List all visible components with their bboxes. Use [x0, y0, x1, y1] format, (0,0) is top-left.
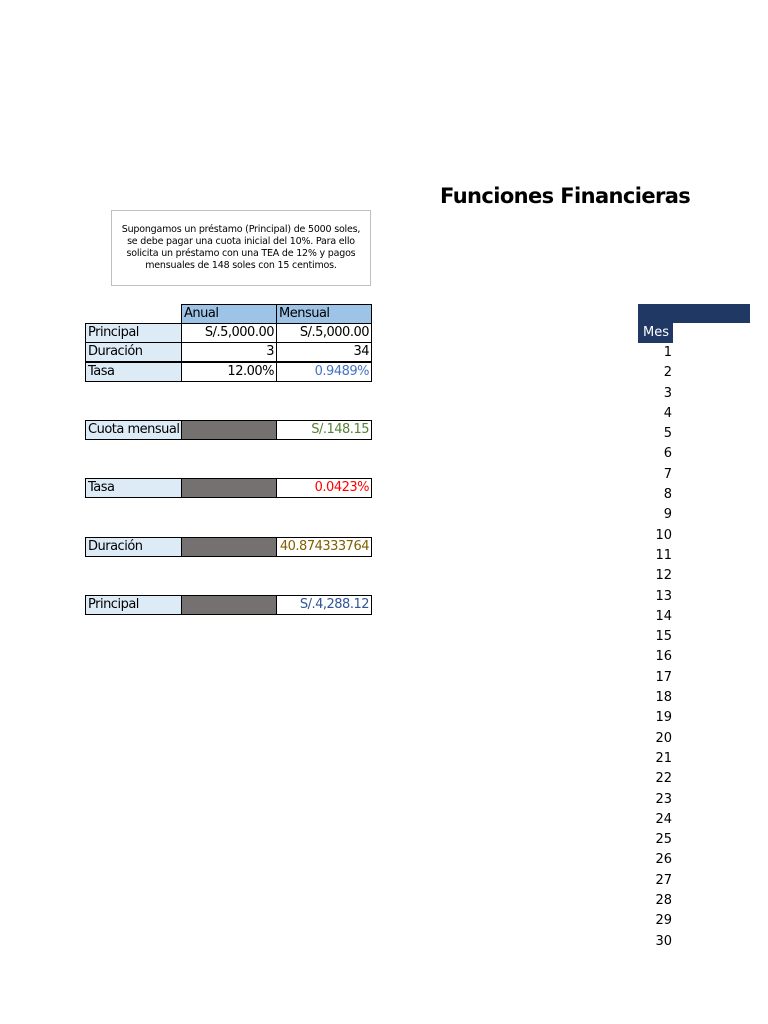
note-line: solicita un préstamo con una TEA de 12% y pagos [126, 248, 356, 259]
month-cell[interactable]: 19 [655, 710, 672, 726]
result-label-principal[interactable]: Principal [85, 595, 182, 615]
month-cell[interactable]: 12 [655, 568, 672, 584]
schedule-header-bar [638, 304, 750, 323]
month-cell[interactable]: 28 [655, 893, 672, 909]
month-cell[interactable]: 25 [655, 832, 672, 848]
note-line: se debe pagar una cuota inicial del 10%. Para ello [127, 236, 355, 247]
month-cell[interactable]: 13 [655, 588, 672, 604]
cell-duracion-mensual[interactable]: 34 [276, 342, 372, 362]
result-gray-cuota [181, 420, 277, 440]
month-cell[interactable]: 2 [663, 365, 672, 381]
month-cell[interactable]: 1 [663, 345, 672, 360]
month-cell[interactable]: 17 [655, 669, 672, 685]
result-label-duracion[interactable]: Duración [85, 537, 182, 557]
month-cell[interactable]: 15 [655, 629, 672, 645]
cell-duracion-anual[interactable]: 3 [181, 342, 277, 362]
row-label-principal[interactable]: Principal [85, 323, 182, 343]
month-cell[interactable]: 18 [655, 690, 672, 706]
header-mensual[interactable]: Mensual [276, 304, 372, 324]
month-cell[interactable]: 22 [655, 771, 672, 787]
result-value-tasa[interactable]: 0.0423% [276, 478, 372, 498]
month-cell[interactable]: 16 [655, 649, 672, 665]
month-cell[interactable]: 24 [655, 811, 672, 827]
note-line: mensuales de 148 soles con 15 centimos. [145, 260, 337, 271]
problem-note [111, 210, 371, 286]
month-cell[interactable]: 8 [663, 487, 672, 503]
month-cell[interactable]: 9 [663, 507, 672, 523]
header-anual[interactable]: Anual [181, 304, 277, 324]
result-value-cuota[interactable]: S/.148.15 [276, 420, 372, 440]
month-cell[interactable]: 21 [655, 750, 672, 766]
result-gray-duracion [181, 537, 277, 557]
month-cell[interactable]: 11 [655, 547, 672, 563]
month-cell[interactable]: 4 [663, 405, 672, 421]
month-cell[interactable]: 23 [655, 791, 672, 807]
month-cell[interactable]: 7 [663, 466, 672, 482]
result-gray-tasa [181, 478, 277, 498]
month-cell[interactable]: 10 [655, 527, 672, 543]
note-line: Supongamos un préstamo (Principal) de 5000 soles, [121, 224, 361, 235]
month-list [638, 343, 672, 952]
result-label-cuota[interactable]: Cuota mensual [85, 420, 182, 440]
month-cell[interactable]: 29 [655, 913, 672, 929]
cell-tasa-anual[interactable]: 12.00% [181, 362, 277, 382]
month-cell[interactable]: 6 [663, 446, 672, 462]
row-label-duracion[interactable]: Duración [85, 342, 182, 362]
page-title: Funciones Financieras [440, 184, 691, 208]
schedule-header-mes[interactable]: Mes [638, 323, 673, 343]
month-cell[interactable]: 30 [655, 933, 672, 949]
month-cell[interactable]: 14 [655, 608, 672, 624]
row-label-tasa[interactable]: Tasa [85, 362, 182, 382]
result-gray-principal [181, 595, 277, 615]
month-cell[interactable]: 20 [655, 730, 672, 746]
month-cell[interactable]: 5 [663, 426, 672, 442]
cell-principal-anual[interactable]: S/.5,000.00 [181, 323, 277, 343]
result-value-principal[interactable]: S/.4,288.12 [276, 595, 372, 615]
month-cell[interactable]: 3 [663, 385, 672, 401]
cell-principal-mensual[interactable]: S/.5,000.00 [276, 323, 372, 343]
result-label-tasa[interactable]: Tasa [85, 478, 182, 498]
result-value-duracion[interactable]: 40.874333764 [276, 537, 372, 557]
month-cell[interactable]: 26 [655, 852, 672, 868]
cell-tasa-mensual[interactable]: 0.9489% [276, 362, 372, 382]
month-cell[interactable]: 27 [655, 872, 672, 888]
